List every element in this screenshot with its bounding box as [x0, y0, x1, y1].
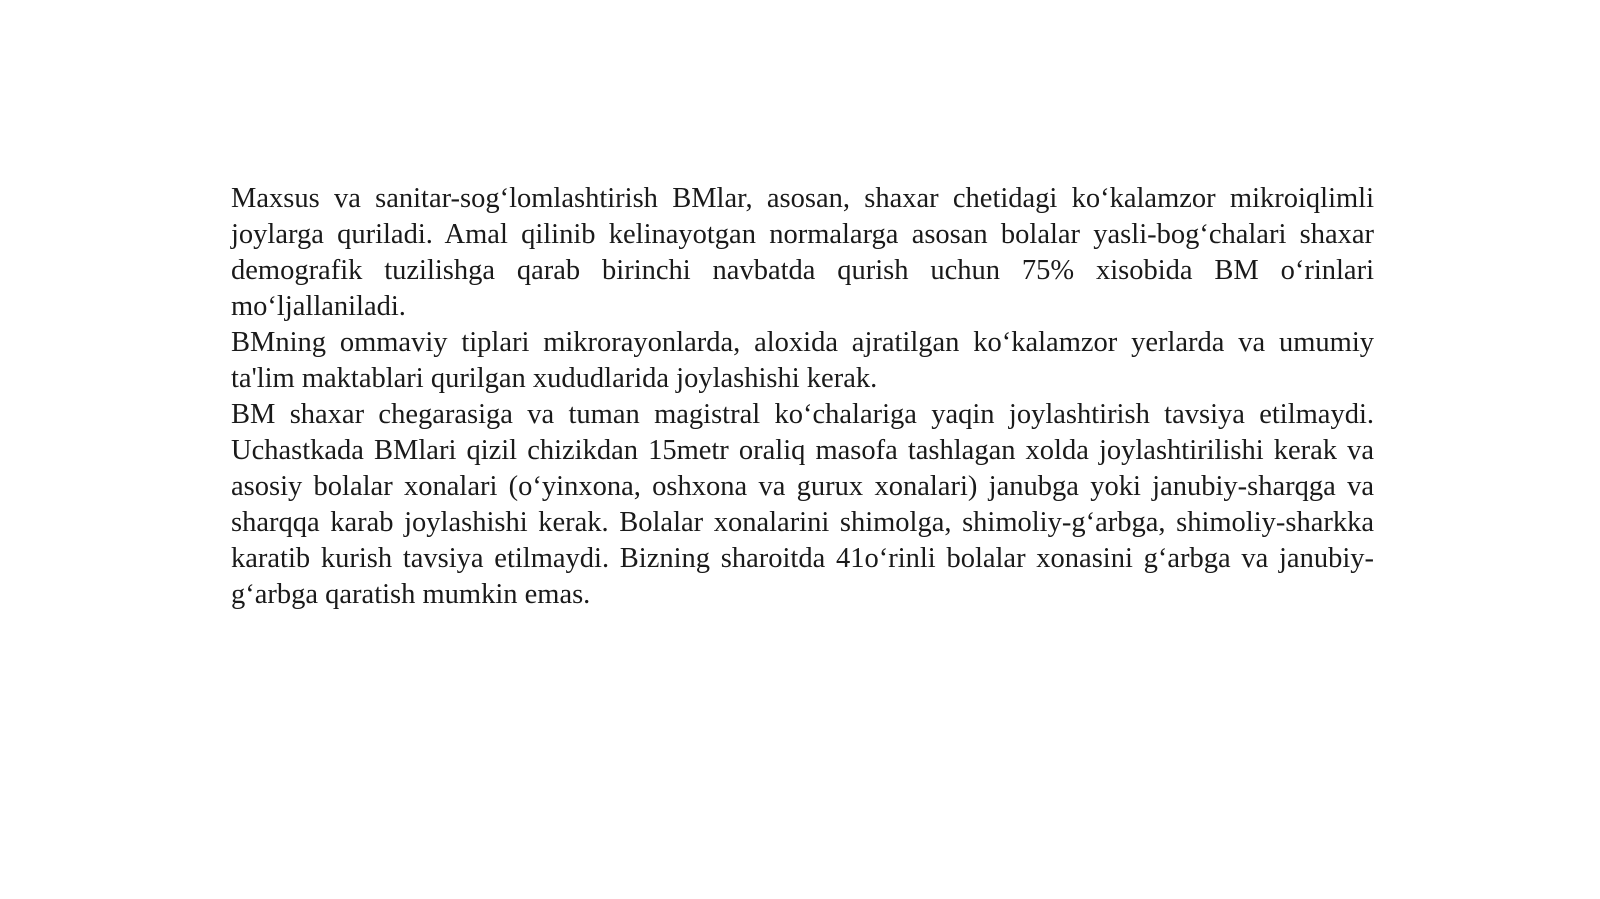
paragraph-2: BMning ommaviy tiplari mikrorayonlarda, aloxida ajratilgan ko‘kalamzor yerlarda va umumiy ta'lim maktablari qurilgan xududlarida joylashishi kerak. [231, 327, 1374, 394]
paragraph-3: BM shaxar chegarasiga va tuman magistral ko‘chalariga yaqin joylashtirish tavsiya etilmaydi. Uchastkada BMlari qizil chizikdan 15metr oraliq masofa tashlagan xolda joylashtirilishi kerak va asosiy bolalar xonalari (o‘yinxona, oshxona va gurux xonalari) janubga yoki janubiy-sharqga va sharqqa karab joylashishi kerak. Bolalar xonalarini shimolga, shimoliy-g‘arbga, shimoliy-sharkka karatib kurish tavsiya etilmaydi. Bizning sharoitda 41o‘rinli bolalar xonasini g‘arbga va janubiy-g‘arbga qaratish mumkin emas. [231, 399, 1374, 610]
paragraph-1: Maxsus va sanitar-sog‘lomlashtirish BMlar, asosan, shaxar chetidagi ko‘kalamzor mikroiqlimli joylarga quriladi. Amal qilinib kelinayotgan normalarga asosan bolalar yasli-bog‘chalari shaxar demografik tuzilishga qarab birinchi navbatda qurish uchun 75% xisobida BM o‘rinlari mo‘ljallaniladi. [231, 183, 1374, 322]
body-text [231, 181, 1374, 613]
